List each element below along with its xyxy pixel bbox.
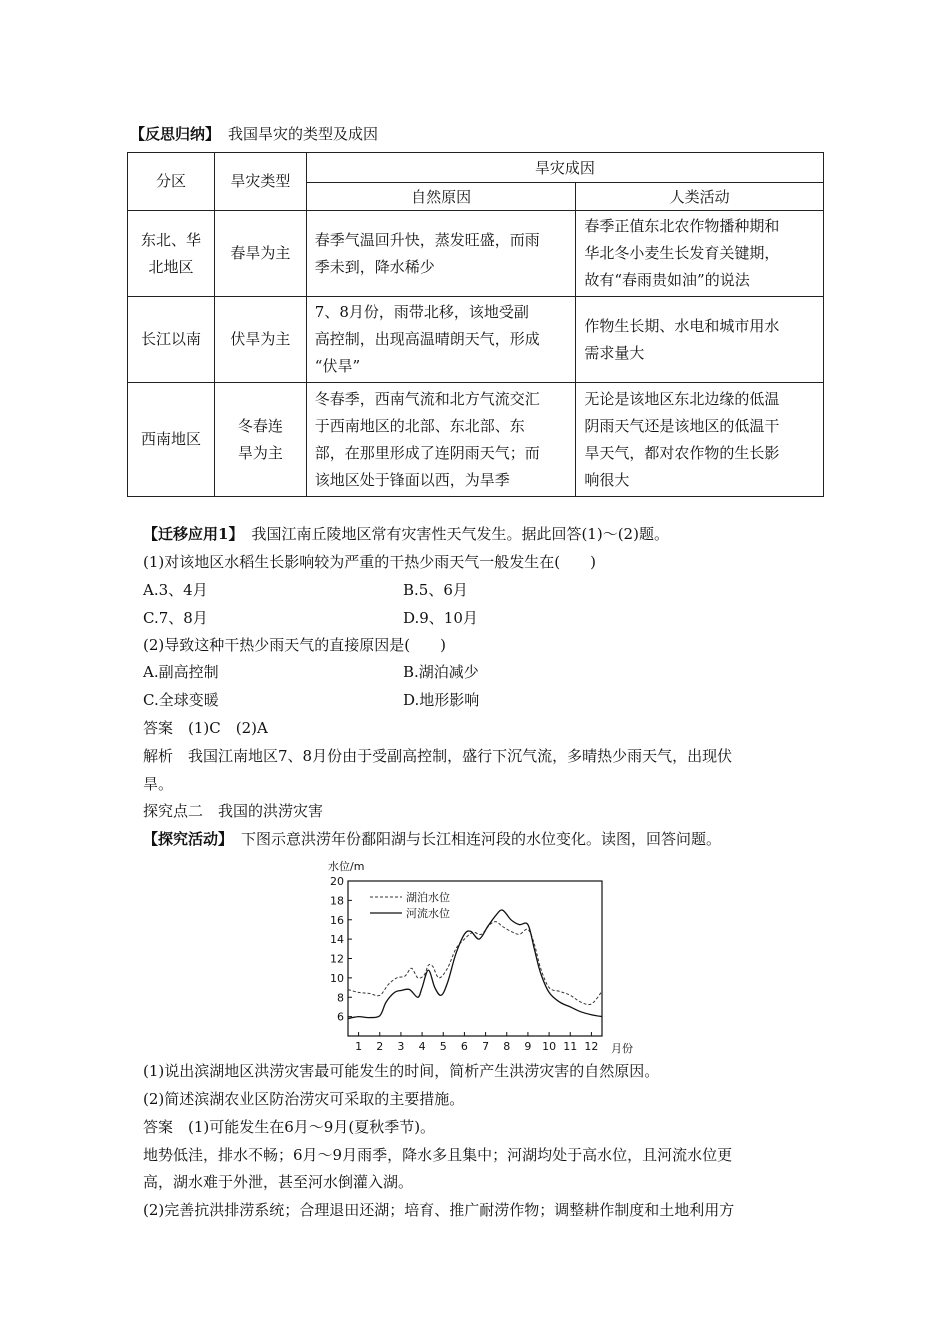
y-tick-label: 20 xyxy=(330,875,344,888)
row2-natural xyxy=(306,297,576,383)
q2-options-row-2 xyxy=(143,690,743,710)
cell-line: 季未到，降水稀少 xyxy=(314,257,435,276)
explore-answer-line-1: 答案 (1)可能发生在6月～9月(夏秋季节)。 xyxy=(143,1118,436,1136)
row2-type xyxy=(214,297,306,383)
transfer-intro-text: 我国江南丘陵地区常有灾害性天气发生。据此回答(1)～(2)题。 xyxy=(251,525,669,543)
y-tick-label: 16 xyxy=(330,913,344,927)
water-level-chart xyxy=(320,855,640,1055)
series-line-river xyxy=(348,910,602,1019)
y-tick-label: 18 xyxy=(330,894,344,908)
explore-point-title: 探究点二 我国的洪涝灾害 xyxy=(143,802,324,820)
x-tick-label: 1 xyxy=(355,1040,363,1053)
q1-option-a: A.3、4月 xyxy=(143,581,208,599)
x-tick-label: 9 xyxy=(524,1040,532,1053)
y-tick-label: 14 xyxy=(330,933,344,947)
cell-line: 冬春连 xyxy=(237,416,283,435)
q1-options-row-1 xyxy=(143,580,743,600)
table-row xyxy=(128,211,824,297)
table-row xyxy=(128,297,824,383)
cell-line: 部，在那里形成了连阴雨天气；而 xyxy=(314,443,540,462)
q1-options-row-2 xyxy=(143,608,743,628)
row3-natural xyxy=(306,383,576,497)
q2-option-d: D.地形影响 xyxy=(403,691,480,709)
q1-option-d: D.9、10月 xyxy=(403,609,478,627)
y-tick-label: 6 xyxy=(337,1010,344,1024)
legend-label-lake: 湖泊水位 xyxy=(406,891,450,904)
chart-ylabel: 水位/m xyxy=(328,860,365,873)
cell-line: 春季正值东北农作物播种期和 xyxy=(584,217,780,235)
row1-type xyxy=(214,211,306,297)
cell-line: 高控制，出现高温晴朗天气，形成 xyxy=(314,330,540,348)
legend-label-river: 河流水位 xyxy=(406,907,450,920)
cell-line: 故有“春雨贵如油”的说法 xyxy=(584,271,750,289)
cell-line: 需求量大 xyxy=(584,343,645,362)
chart-legend xyxy=(370,890,450,920)
transfer-analysis-line-2: 旱。 xyxy=(143,775,174,793)
x-tick-label: 4 xyxy=(418,1040,426,1053)
x-tick-label: 3 xyxy=(397,1040,405,1053)
chart-plot-frame xyxy=(348,881,602,1036)
cell-line: 春季气温回升快，蒸发旺盛，而雨 xyxy=(314,230,540,249)
cell-line: 于西南地区的北部、东北部、东 xyxy=(314,416,525,435)
q1-option-c: C.7、8月 xyxy=(143,609,208,627)
cell-line: 北地区 xyxy=(148,257,194,276)
row3-type xyxy=(214,383,306,497)
explore-question-1: (1)说出滨湖地区洪涝灾害最可能发生的时间，简析产生洪涝灾害的自然原因。 xyxy=(143,1062,660,1080)
question-2: (2)导致这种干热少雨天气的直接原因是( ) xyxy=(143,636,446,654)
transfer-answer: 答案 (1)C (2)A xyxy=(143,719,268,737)
explore-answer-line-3: 高，湖水难于外泄，甚至河水倒灌入湖。 xyxy=(143,1173,414,1191)
q2-option-a: A.副高控制 xyxy=(143,663,219,681)
header-human: 人类活动 xyxy=(576,183,824,211)
transfer-analysis-line-1: 解析 我国江南地区7、8月份由于受副高控制，盛行下沉气流，多晴热少雨天气，出现伏 xyxy=(143,747,733,765)
q1-option-b: B.5、6月 xyxy=(403,581,468,599)
cell-line: 无论是该地区东北边缘的低温 xyxy=(584,389,780,408)
cell-line: 阴雨天气还是该地区的低温干 xyxy=(584,416,780,435)
cell-line: 伏旱为主 xyxy=(230,330,291,348)
y-tick-label: 12 xyxy=(330,952,344,966)
x-tick-label: 11 xyxy=(563,1040,578,1053)
cell-line: 春旱为主 xyxy=(230,244,291,262)
row1-region xyxy=(128,211,215,297)
transfer-intro xyxy=(143,524,669,544)
question-1: (1)对该地区水稻生长影响较为严重的干热少雨天气一般发生在( ) xyxy=(143,553,596,571)
section-tag: 【反思归纳】 xyxy=(130,125,221,143)
explore-intro-text: 下图示意洪涝年份鄱阳湖与长江相连河段的水位变化。读图，回答问题。 xyxy=(241,830,722,848)
transfer-tag: 【迁移应用1】 xyxy=(143,525,244,543)
table-header-row xyxy=(128,153,824,183)
explore-answer-line-4: (2)完善抗洪排涝系统；合理退田还湖；培育、推广耐涝作物；调整耕作制度和土地利用方 xyxy=(143,1201,735,1219)
row3-human xyxy=(576,383,824,497)
x-axis-ticks xyxy=(355,1032,598,1053)
y-tick-label: 10 xyxy=(330,971,344,985)
cell-line: 东北、华 xyxy=(140,230,201,249)
x-tick-label: 6 xyxy=(460,1040,468,1053)
x-tick-label: 7 xyxy=(482,1040,490,1053)
cell-line: 冬春季，西南气流和北方气流交汇 xyxy=(314,389,540,408)
cell-line: 该地区处于锋面以西，为旱季 xyxy=(314,470,510,489)
x-tick-label: 2 xyxy=(376,1040,384,1053)
row2-region xyxy=(128,297,215,383)
section-title xyxy=(130,124,378,144)
cell-line: 响很大 xyxy=(584,470,630,489)
cell-line: 西南地区 xyxy=(140,430,201,448)
row1-natural xyxy=(306,211,576,297)
explore-question-2: (2)简述滨湖农业区防治涝灾可采取的主要措施。 xyxy=(143,1090,465,1108)
cell-line: 作物生长期、水电和城市用水 xyxy=(584,316,780,335)
explore-answer-line-2: 地势低洼，排水不畅；6月～9月雨季，降水多且集中；河湖均处于高水位，且河流水位更 xyxy=(143,1146,733,1164)
explore-intro xyxy=(143,829,721,849)
section-title-text: 我国旱灾的类型及成因 xyxy=(228,125,379,143)
cell-line: “伏旱” xyxy=(314,357,361,375)
q2-option-c: C.全球变暖 xyxy=(143,691,219,709)
q2-options-row-1 xyxy=(143,662,743,682)
y-axis-ticks xyxy=(330,875,352,1024)
drought-table xyxy=(127,152,824,497)
explore-tag: 【探究活动】 xyxy=(143,830,234,848)
header-region: 分区 xyxy=(128,153,215,211)
series-line-lake xyxy=(348,922,602,1005)
header-type: 旱灾类型 xyxy=(214,153,306,211)
cell-line: 7、8月份，雨带北移，该地受副 xyxy=(314,303,529,321)
cell-line: 旱为主 xyxy=(237,443,283,462)
table-row xyxy=(128,383,824,497)
x-tick-label: 5 xyxy=(439,1040,447,1053)
x-tick-label: 10 xyxy=(542,1040,557,1053)
cell-line: 华北冬小麦生长发育关键期， xyxy=(584,244,780,262)
header-cause: 旱灾成因 xyxy=(306,153,823,183)
y-tick-label: 8 xyxy=(337,991,344,1005)
row1-human xyxy=(576,211,824,297)
x-tick-label: 8 xyxy=(503,1040,511,1053)
x-tick-label: 12 xyxy=(584,1040,599,1053)
header-natural: 自然原因 xyxy=(306,183,576,211)
row3-region xyxy=(128,383,215,497)
chart-xlabel: 月份 xyxy=(611,1042,633,1055)
cell-line: 长江以南 xyxy=(140,330,201,348)
q2-option-b: B.湖泊减少 xyxy=(403,663,479,681)
row2-human xyxy=(576,297,824,383)
cell-line: 旱天气，都对农作物的生长影 xyxy=(584,443,780,462)
